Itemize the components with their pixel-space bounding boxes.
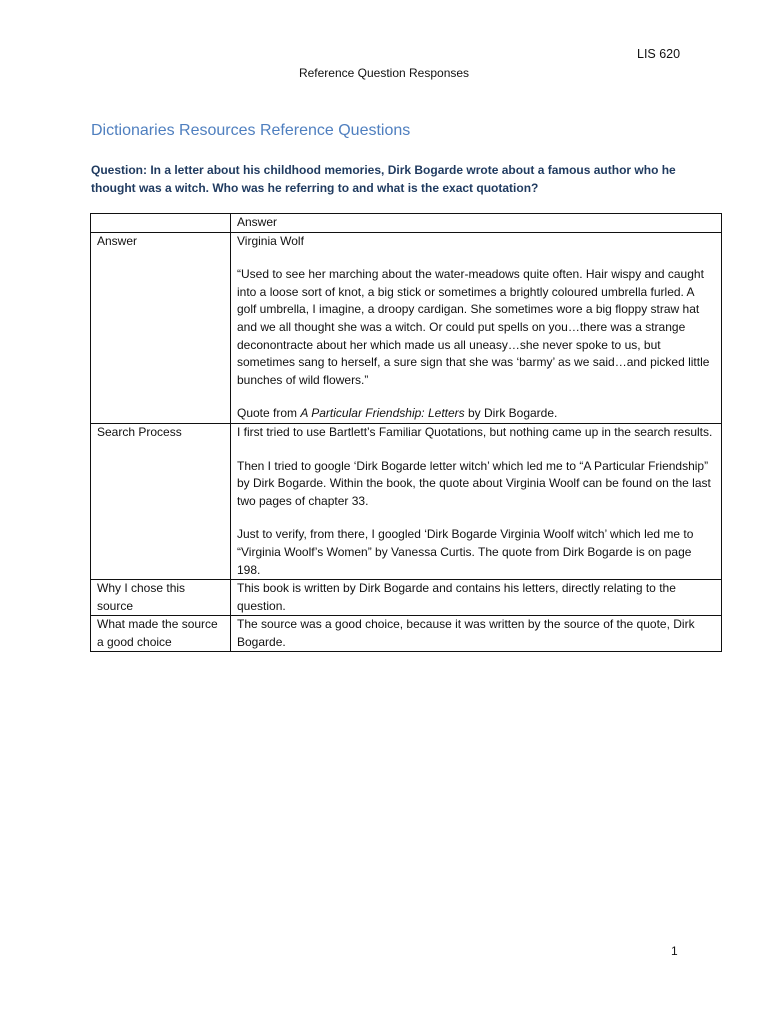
course-code: LIS 620 [637,47,681,61]
section-heading: Dictionaries Resources Reference Questions [91,122,411,139]
table-header-answer: Answer [231,214,722,233]
answer-name: Virginia Wolf [237,233,304,248]
table-header-row [91,214,722,233]
answer-cell [231,232,722,423]
table-row [91,423,722,579]
table-row [91,232,722,423]
search-process-label: Search Process [91,423,231,579]
why-chose-cell: This book is written by Dirk Bogarde and contains his letters, directly relating to the question. [231,580,722,616]
answer-source [237,405,715,423]
answer-label: Answer [91,232,231,423]
good-choice-cell: The source was a good choice, because it was written by the source of the quote, Dirk Bogarde. [231,616,722,652]
page-number: 1 [671,944,678,958]
search-process-paragraph: I first tried to use Bartlett’s Familiar Quotations, but nothing came up in the search results. [237,424,713,439]
question-text: Question: In a letter about his childhood memories, Dirk Bogarde wrote about a famous author who he thought was a witch. Who was he referring to and what is the exact quotation? [91,163,676,195]
good-choice-label: What made the source a good choice [91,616,231,652]
source-prefix: Quote from [237,406,301,421]
table-row [91,580,722,616]
source-suffix: by Dirk Bogarde. [464,406,558,421]
why-chose-label: Why I chose this source [91,580,231,616]
response-table [90,213,722,652]
answer-quote: “Used to see her marching about the water-meadows quite often. Hair wispy and caught into a loose sort of knot, a big stick or sometimes a brightly coloured umbrella furled. A golf umbrella, I imagine, a droopy cardigan. She sometimes wore a big floppy straw hat and we all thought she was a witch. Or could put spells on you…there was a strange deconontracte about her which made us all uneasy…she never spoke to us, but sometimes sang to herself, a sure sign that she was ‘barmy’ as we said…and picked little bunches of wild flowers.” [237,267,710,387]
search-process-cell [231,423,722,579]
table-row [91,616,722,652]
source-title: A Particular Friendship: Letters [300,406,465,421]
search-process-paragraph: Just to verify, from there, I googled ‘Dirk Bogarde Virginia Woolf witch’ which led me to “Virginia Woolf’s Women” by Vanessa Curtis. The quote from Dirk Bogarde is on page 198. [237,527,694,577]
document-header: Reference Question Responses [298,66,470,80]
table-header-empty [91,214,231,233]
search-process-paragraph: Then I tried to google ‘Dirk Bogarde letter witch’ which led me to “A Particular Friendship” by Dirk Bogarde. Within the book, the quote about Virginia Woolf can be found on the last two pages of chapter 33. [237,458,711,508]
